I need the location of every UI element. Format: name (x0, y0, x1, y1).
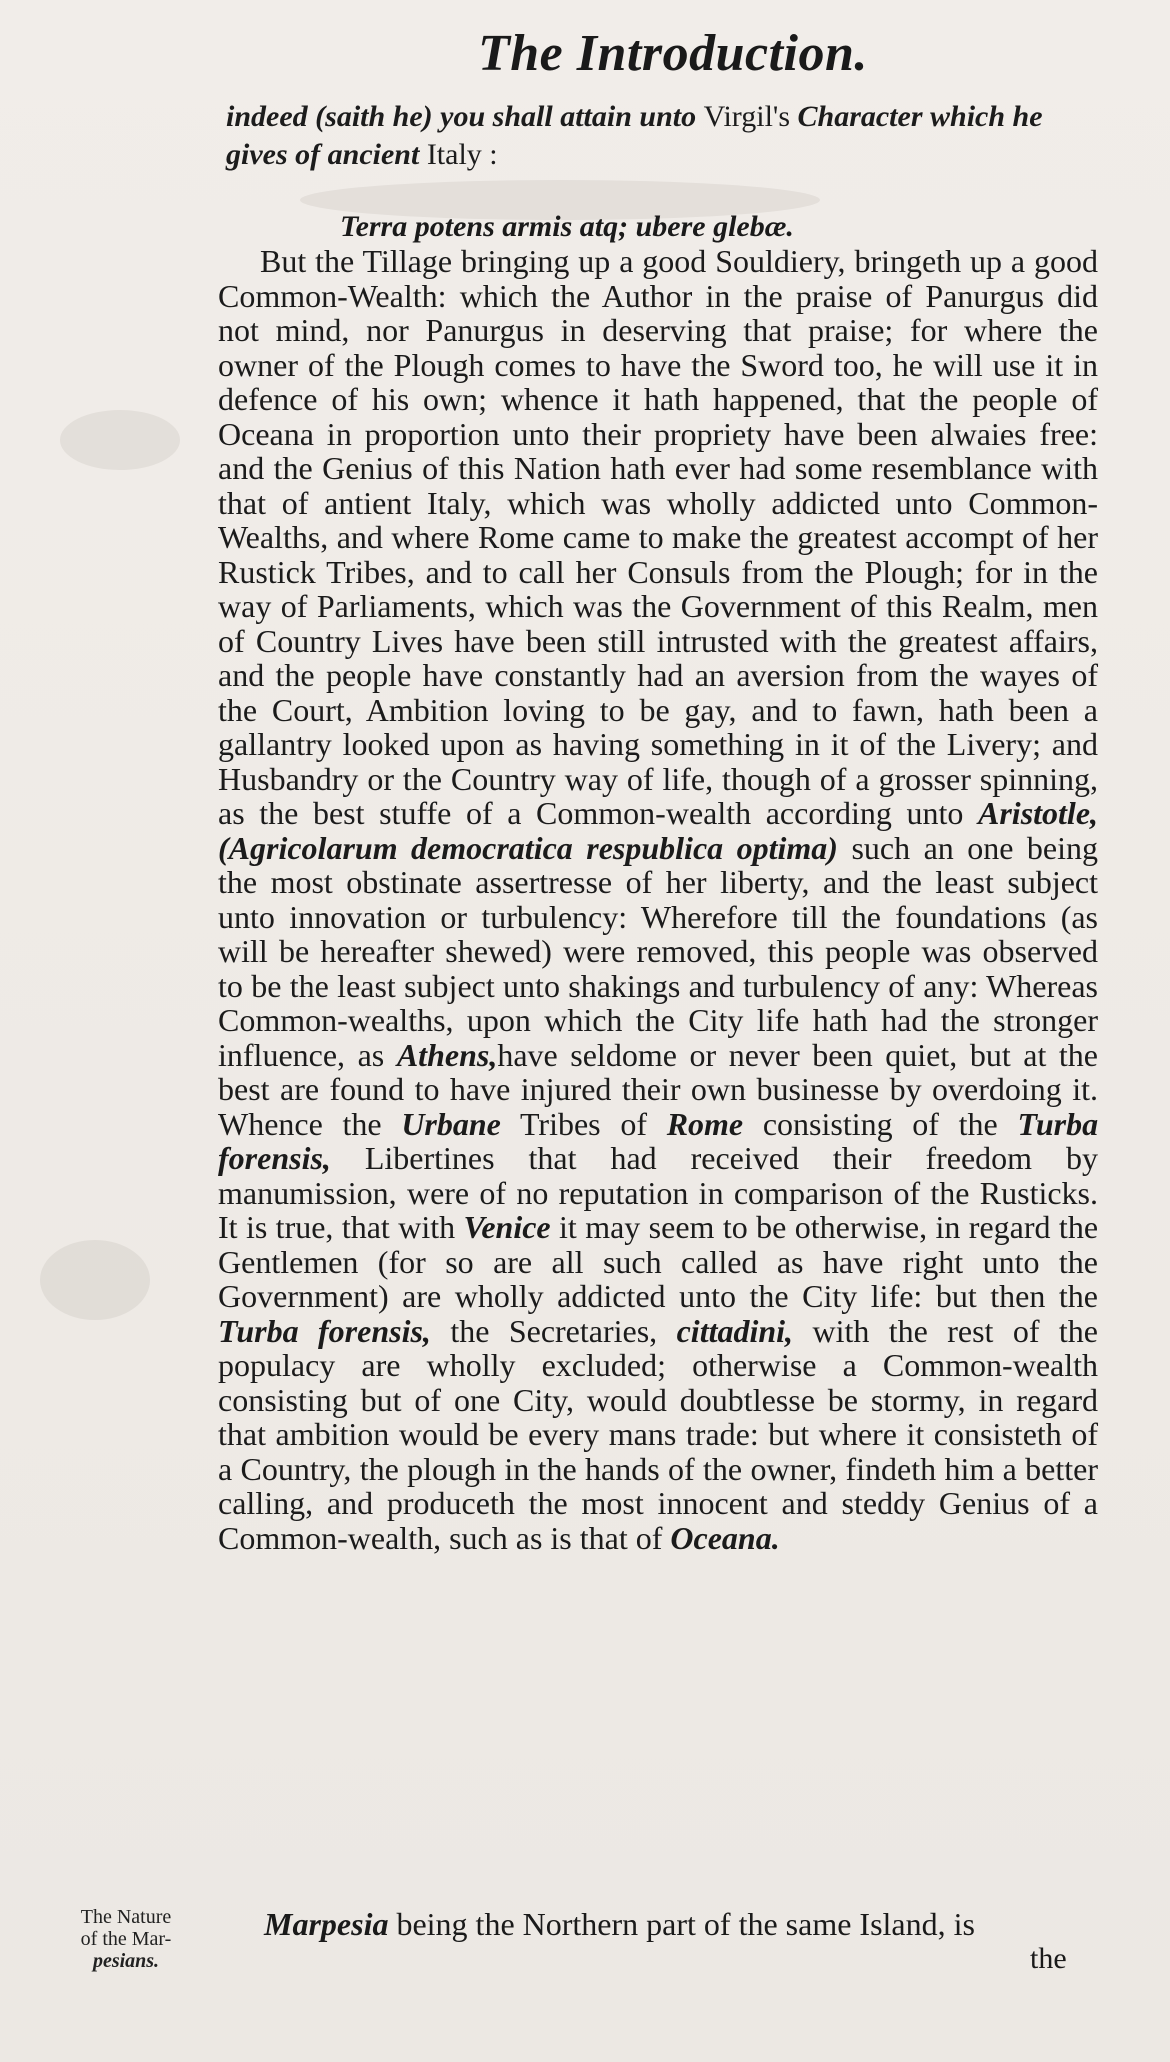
intro-line-2 (226, 138, 498, 172)
intro-line-1-roman: Virgil's (703, 100, 790, 133)
intro-line-1-italic-end: Character which he (790, 100, 1043, 133)
place-name: Venice (463, 1209, 551, 1245)
place-name: Rome (666, 1105, 744, 1142)
aristotle-citation: Aristotle, (Agricolarum democratica respublica optima) (218, 795, 1099, 866)
paragraph-marpesia (264, 1906, 975, 1943)
latin-term: Urbane (401, 1105, 501, 1142)
intro-line-2-roman: Italy : (426, 138, 498, 171)
catchword: the (1030, 1942, 1067, 1975)
latin-term: Turba forensis, (218, 1312, 431, 1349)
intro-line-1-italic: indeed (saith he) you shall attain unto (226, 100, 704, 133)
margin-note (68, 1906, 184, 1972)
margin-note-line: The Nature (80, 1906, 172, 1928)
body-paragraph (218, 244, 1098, 1555)
paragraph-text (218, 244, 1098, 1555)
text-run: with the rest of the populacy are wholly excluded; otherwise a Common-wealth consisting but of one City, would doubtlesse be stormy, in regard that ambition would be every mans trade: but where it consisteth of a Country, the plough in the hands of the owner, findeth him a better calling, and produceth the most innocent and steddy Genius of a Common-wealth, such as is that of (218, 1312, 1099, 1556)
latin-term: Turba forensis, (218, 1105, 1099, 1176)
running-head: The Introduction. (478, 25, 868, 82)
page-smudge (40, 1240, 150, 1320)
place-name: Marpesia (264, 1906, 389, 1942)
text-run: Tribes of (520, 1105, 647, 1142)
latin-term: cittadini, (676, 1312, 794, 1349)
text-run: the Secretaries, (450, 1312, 658, 1349)
page-smudge (60, 410, 180, 470)
margin-note-line (68, 1950, 184, 1972)
text-run: such an one being the most obstinate assertresse of her liberty, and the least subject unto innovation or turbulency: Wherefore till the foundations (as will be hereafter shewed) were removed, this people was observed to be the least subject unto shakings and turbulency of any: Whereas Common-wealths, upon which the City life hath had the stronger influence, as (218, 829, 1099, 1073)
margin-note-italic: pesians. (92, 1950, 160, 1972)
text-run: being the Northern part of the same Island, is (388, 1906, 975, 1942)
margin-note-line: of the Mar- (80, 1928, 172, 1950)
text-run: But the Tillage bringing up a good Souldiery, bringeth up a good Common-Wealth: which the Author in the praise of Panurgus did not mind, nor Panurgus in deserving that praise; for where the owner of the Plough comes to have the Sword too, he will use it in defence of his own; whence it hath happened, that the people of Oceana in proportion unto their propriety have been alwaies free: and the Genius of this Nation hath ever had some resemblance with that of antient Italy, which was wholly addicted unto Common-Wealths, and where Rome came to make the greatest accompt of her Rustick Tribes, and to call her Consuls from the Plough; for in the way of Parliaments, which was the Government of this Realm, men of Country Lives have been still intrusted with the greatest affairs, and the people have constantly had an aversion from the wayes of the Court, Ambition loving to be gay, and to fawn, hath been a gallantry looked upon as having something in it of the Livery; and Husbandry or the Country way of life, though of a grosser spinning, as the best stuffe of a Common-wealth according unto (218, 243, 1098, 831)
place-name: Oceana. (670, 1519, 780, 1556)
text-run: it may seem to be otherwise, in regard the Gentlemen (for so are all such called as have right unto the Government) are wholly addicted unto the City life: but then the (218, 1209, 1099, 1314)
text-run: consisting of the (762, 1105, 998, 1142)
intro-line-2-italic: gives of ancient (226, 138, 427, 171)
text-run: have seldome or never been quiet, but at the best are found to have injured their own businesse by overdoing it. Whence the (218, 1036, 1099, 1142)
text-run: Libertines that had received their freedom by manumission, were of no reputation in comparison of the Rusticks. It is true, that with (218, 1140, 1098, 1245)
place-name: Athens, (396, 1036, 498, 1073)
intro-line-1 (226, 100, 1043, 134)
latin-verse: Terra potens armis atq; ubere glebæ. (340, 210, 794, 243)
